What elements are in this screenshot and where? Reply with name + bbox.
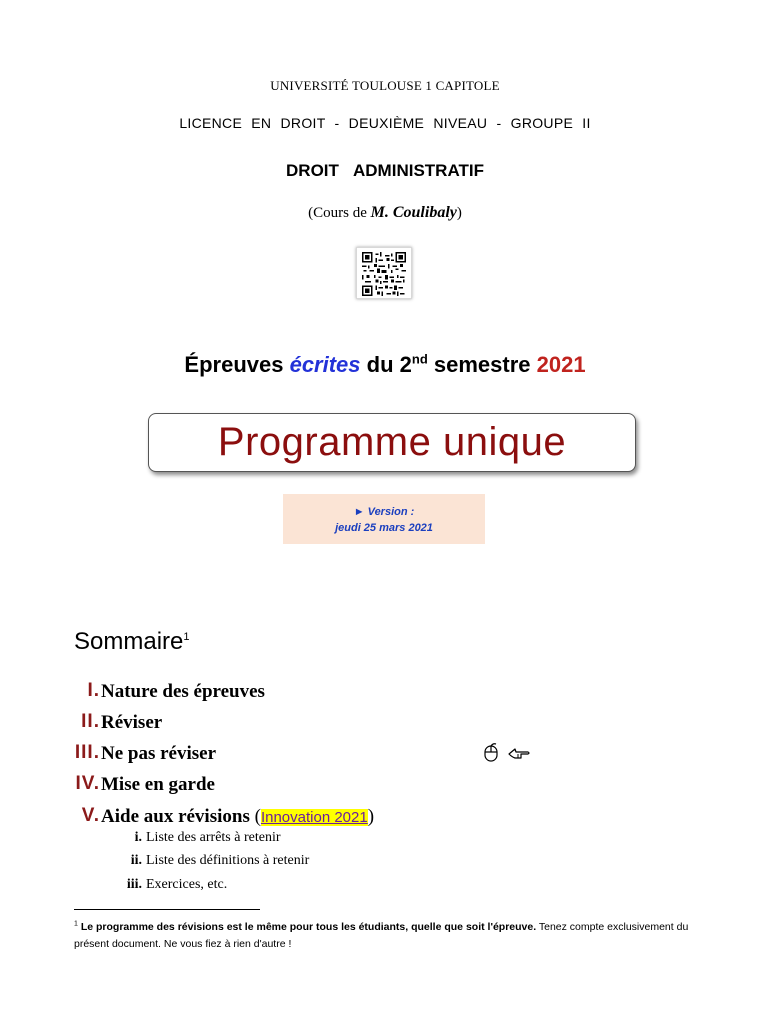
toc-label <box>101 806 374 828</box>
session-ordinal: nd <box>411 351 428 367</box>
toc-sublabel: Exercices, etc. <box>146 877 228 892</box>
toc-label: Ne pas réviser <box>101 743 217 764</box>
footnote <box>74 919 704 953</box>
toc-sublabel: Liste des arrêts à retenir <box>146 830 281 845</box>
session-prefix: Épreuves <box>184 352 290 377</box>
pointing-hand-icon <box>508 747 530 761</box>
university-name: UNIVERSITÉ TOULOUSE 1 CAPITOLE <box>270 78 500 93</box>
footnote-text: Tenez compte exclusivement du présent document. Ne vous fiez à rien d'autre ! <box>74 921 689 950</box>
version-label: Version : <box>367 506 415 518</box>
toc-label-text: Aide aux révisions <box>101 806 250 827</box>
course-by-suffix: ) <box>456 205 462 221</box>
footnote-number: 1 <box>74 920 78 928</box>
footnote-bold-text: Le programme des révisions est le même pour tous les étudiants, quelle que soit l'épreuve. <box>80 921 537 933</box>
toc-number: II. <box>81 711 100 732</box>
footnote-separator <box>74 909 260 910</box>
qr-code-icon[interactable] <box>356 247 412 299</box>
course-title: DROIT ADMINISTRATIF <box>286 161 484 180</box>
icon-group <box>482 743 532 763</box>
paren-close: ) <box>367 806 375 827</box>
session-suffix: semestre <box>427 352 537 377</box>
version-label-line <box>283 504 485 520</box>
summary-title: Sommaire <box>74 628 184 655</box>
exam-session <box>0 352 770 378</box>
version-date: jeudi 25 mars 2021 <box>335 522 433 534</box>
toc-subnumber: ii. <box>130 853 142 868</box>
footnote-ref[interactable]: 1 <box>183 631 190 643</box>
professor-name: M. Coulibaly <box>370 204 457 221</box>
toc-label: Mise en garde <box>101 774 215 795</box>
toc-subnumber: iii. <box>126 877 142 892</box>
toc-number: III. <box>74 742 100 763</box>
toc-subnumber: i. <box>134 830 142 845</box>
session-year: 2021 <box>536 352 586 377</box>
toc-number: V. <box>81 805 100 826</box>
toc-label: Réviser <box>101 712 163 733</box>
session-mode: écrites <box>289 352 361 377</box>
program-title: Programme unique <box>217 420 567 464</box>
session-middle: du 2 <box>360 352 412 377</box>
triangle-right-icon: ► <box>353 506 365 518</box>
course-by-prefix: (Cours de <box>308 205 371 221</box>
version-box <box>283 494 485 544</box>
program-name: LICENCE EN DROIT - DEUXIÈME NIVEAU - GROUPE II <box>179 115 591 131</box>
toc-number: I. <box>87 680 100 701</box>
toc-label: Nature des épreuves <box>101 681 265 702</box>
paren-open: ( <box>254 806 261 827</box>
program-title-box <box>148 413 636 472</box>
toc-sublabel: Liste des définitions à retenir <box>146 853 310 868</box>
course-by <box>0 204 770 222</box>
innovation-link[interactable]: Innovation 2021 <box>260 809 368 826</box>
toc-number: IV. <box>75 773 100 794</box>
summary-heading <box>74 628 189 656</box>
